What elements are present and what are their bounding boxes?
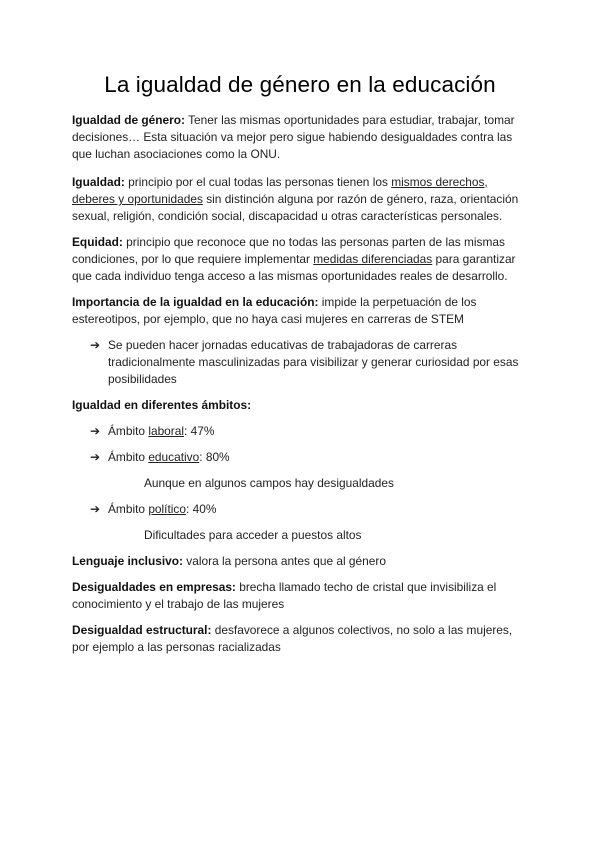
term-label: Lenguaje inclusivo: — [72, 554, 183, 568]
underlined-text: laboral — [148, 424, 185, 438]
arrow-bullet-icon: ➔ — [90, 502, 101, 516]
underlined-text: medidas diferenciadas — [313, 252, 433, 266]
list-item-text: Se pueden hacer jornadas educativas de trabajadoras de carreras tradicionalmente masculinizadas para visibilizar y generar curiosidad por esas posibilidades — [108, 338, 519, 386]
list-item — [72, 337, 528, 388]
underlined-text: mismos derechos, deberes y oportunidades — [72, 175, 488, 206]
paragraph-text: valora la persona antes que al género — [183, 554, 386, 568]
underlined-text: educativo — [148, 450, 200, 464]
ambito-label: Ámbito — [108, 502, 149, 516]
paragraph-text: principio que reconoce que no todas las personas parten de las mismas condiciones, por lo que requiere implementar — [72, 235, 505, 266]
ambito-value: : 47% — [184, 424, 215, 438]
paragraph-lenguaje-inclusivo — [72, 553, 528, 570]
paragraph-igualdad-genero — [72, 112, 528, 163]
paragraph-text: brecha llamado techo de cristal que invisibiliza el conocimiento y el trabajo de las mujeres — [72, 580, 497, 611]
paragraph-equidad — [72, 234, 528, 285]
term-label: Desigualdades en empresas: — [72, 580, 236, 594]
arrow-bullet-icon: ➔ — [90, 338, 101, 352]
ambito-value: : 40% — [186, 502, 217, 516]
term-label: Importancia de la igualdad en la educación: — [72, 295, 319, 309]
ambito-note: Aunque en algunos campos hay desigualdades — [144, 476, 394, 490]
paragraph-igualdad — [72, 174, 528, 225]
term-label: Igualdad: — [72, 175, 125, 189]
list-item — [72, 423, 528, 440]
arrow-bullet-icon: ➔ — [90, 450, 101, 464]
paragraph-desigualdad-estructural — [72, 622, 528, 656]
paragraph-text: principio por el cual todas las personas tienen los — [124, 175, 392, 189]
term-label: Equidad: — [72, 235, 123, 249]
paragraph-text: impide la perpetuación de los estereotipos, por ejemplo, que no haya casi mujeres en carreras de STEM — [72, 295, 477, 326]
underlined-text: político — [148, 502, 186, 516]
ambito-note: Dificultades para acceder a puestos altos — [144, 528, 362, 542]
paragraph-text: sin distinción alguna por razón de género, raza, orientación sexual, religión, condición social, discapacidad u otras características personales. — [72, 192, 519, 223]
term-label: Desigualdad estructural: — [72, 623, 212, 637]
ambito-label: Ámbito — [108, 424, 149, 438]
term-label: Igualdad de género: — [72, 113, 185, 127]
paragraph-text: para garantizar que cada individuo tenga acceso a las mismas oportunidades reales de desarrollo. — [72, 252, 516, 283]
paragraph-ambitos — [72, 397, 528, 414]
paragraph-text: Tener las mismas oportunidades para estudiar, trabajar, tomar decisiones… Esta situación va mejor pero sigue habiendo desigualdades contra las que luchan asociaciones como la ONU. — [72, 113, 515, 161]
ambito-value: : 80% — [199, 450, 230, 464]
ambito-label: Ámbito — [108, 450, 149, 464]
paragraph-importancia — [72, 294, 528, 328]
arrow-bullet-icon: ➔ — [90, 424, 101, 438]
list-item — [72, 501, 528, 518]
paragraph-text: desfavorece a algunos colectivos, no solo a las mujeres, por ejemplo a las personas racializadas — [72, 623, 513, 654]
term-label: Igualdad en diferentes ámbitos: — [72, 398, 252, 412]
paragraph-desigualdades-empresas — [72, 579, 528, 613]
document-title: La igualdad de género en la educación — [104, 72, 496, 97]
list-item — [72, 449, 528, 466]
